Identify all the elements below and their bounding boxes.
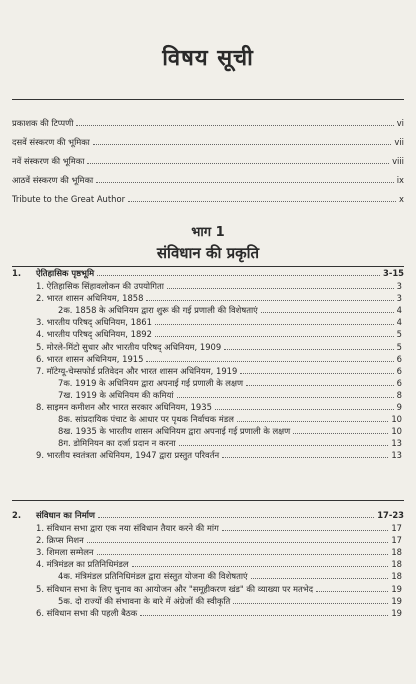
toc-entry-page: 5 [396,329,402,340]
leader-dots [222,450,388,458]
toc-subentry-page: 10 [391,414,402,425]
front-matter-entry [12,118,404,129]
leader-dots [155,317,394,325]
chapter-pages: 17-23 [377,510,404,520]
leader-dots [97,268,380,276]
toc-entry-text: 2. क्रिप्स मिशन [36,535,84,546]
toc-subentry-text: 2क. 1858 के अधिनियम द्वारा शुरू की गई प्रणाली की विशेषताएं [58,305,258,316]
leader-dots [98,510,374,518]
chapter-number: 2. [12,510,22,520]
toc-entry-text: 7. मॉटेग्यू-चेम्सफोर्ड प्रतिवेदन और भारत शासन अधिनियम, 1919 [36,365,238,376]
toc-entry-page: 4 [396,317,402,328]
front-matter-entry-page: x [399,194,404,204]
front-matter-entry [12,137,404,148]
leader-dots [177,390,394,398]
toc-entry-text: 2. भारत शासन अधिनियम, 1858 [36,293,144,304]
leader-dots [233,596,388,604]
leader-dots [222,523,389,531]
toc-subentry [58,390,402,401]
toc-subentry-page: 8 [396,389,402,400]
front-matter-entry [12,156,404,167]
toc-subentry [58,571,402,582]
toc-entry-text: 1. संविधान सभा द्वारा एक नया संविधान तैयार करने की मांग [36,523,219,533]
part-label: भाग 1 [191,225,225,240]
toc-entry-page: 3 [396,281,402,291]
chapter-number: 1. [12,268,22,278]
toc-entry [36,523,402,534]
toc-entry-page: 13 [391,450,402,461]
toc-subentry-page: 4 [396,305,402,316]
leader-dots [146,354,393,362]
chapter-heading [12,510,404,521]
toc-entry-text: 1. ऐतिहासिक सिंहावलोकन की उपयोगिता [36,281,164,291]
toc-subentry-text: 8ख. 1935 के भारतीय शासन अधिनियम द्वारा अपनाई गई प्रणाली के लक्षण [58,426,291,437]
chapter-title: संविधान का निर्माण [36,510,95,520]
toc-subentry-text: 8क. सांप्रदायिक पंचाट के आधार पर पृथक निर्वाचक मंडल [58,414,234,425]
leader-dots [261,305,394,313]
chapter-pages: 3-15 [383,268,404,278]
toc-entry-text: 8. साइमन कमीशन और भारत सरकार अधिनियम, 1935 [36,402,212,412]
leader-dots [237,414,388,422]
front-matter-entry-text: Tribute to the Great Author [12,194,126,204]
toc-entry [36,535,402,546]
toc-entry [36,329,402,340]
toc-entry-text: 3. शिमला सम्मेलन [36,547,94,558]
front-matter-entry-page: vii [394,137,404,147]
leader-dots [97,547,389,555]
toc-subentry-page: 10 [391,426,402,437]
front-matter-entry-text: दसवें संस्करण की भूमिका [12,137,90,147]
leader-dots [240,366,393,374]
toc-subentry [58,305,402,316]
leader-dots [167,281,394,289]
leader-dots [87,156,389,164]
leader-dots [87,535,389,543]
leader-dots [293,426,388,434]
toc-entry [36,317,402,328]
leader-dots [128,194,396,202]
toc-entry-page: 5 [396,341,402,352]
toc-entry [36,354,402,365]
toc-entry-page: 9 [396,402,402,412]
toc-entry [36,547,402,558]
toc-entry-text: 4. मंत्रिमंडल का प्रतिनिधिमंडल [36,559,129,570]
page-title: विषय सूची [162,46,254,71]
front-matter-entry-page: ix [396,175,404,185]
toc-subentry-page: 18 [391,571,402,582]
leader-dots [246,378,394,386]
chapter-heading [12,268,404,279]
toc-subentry [58,596,402,607]
toc-entry [36,402,402,413]
front-matter-entry-page: vi [396,118,404,128]
toc-entry [36,584,402,595]
leader-dots [132,559,389,567]
toc-entry-page: 17 [391,535,402,546]
toc-entry-page: 19 [391,607,402,618]
front-matter-entry [12,175,404,186]
front-matter-entry-page: viii [392,156,404,166]
leader-dots [179,438,389,446]
toc-subentry-text: 5क. दो राज्यों की संभावना के बारे में अंग्रेजों की स्वीकृति [58,595,231,606]
toc-entry [36,450,402,461]
toc-entry [36,608,402,619]
toc-subentry-text: 4क. मंत्रिमंडल प्रतिनिधिमंडल द्वारा संस्तुत योजना की विशेषताएं [58,571,248,582]
toc-entry [36,559,402,570]
front-matter-entry [12,194,404,205]
toc-entry-text: 5. मोरले-मिंटो सुधार और भारतीय परिषद् अधिनियम, 1909 [36,341,222,352]
leader-dots [316,584,388,592]
toc-entry-text: 9. भारतीय स्वतंत्रता अधिनियम, 1947 द्वारा प्रस्तुत परिवर्तन [36,450,220,461]
leader-dots [76,118,393,126]
toc-subentry-text: 7क. 1919 के अधिनियम द्वारा अपनाई गई प्रणाली के लक्षण [58,377,244,388]
chapter-title: ऐतिहासिक पृष्ठभूमि [36,268,95,278]
part-rule [12,266,404,267]
toc-subentry [58,426,402,437]
chapter-separator [12,500,404,501]
leader-dots [224,342,393,350]
toc-subentry-page: 6 [396,377,402,388]
toc-subentry-text: 7ख. 1919 के अधिनियम की कमियां [58,389,174,400]
toc-subentry [58,414,402,425]
front-matter-entry-text: नवें संस्करण की भूमिका [12,156,85,166]
toc-subentry-text: 8ग. डोमिनियन का दर्जा प्रदान न करना [58,438,176,449]
toc-entry-page: 6 [396,365,402,376]
toc-entry-text: 3. भारतीय परिषद् अधिनियम, 1861 [36,317,152,328]
leader-dots [140,608,388,616]
leader-dots [215,402,394,410]
toc-entry-text: 5. संविधान सभा के लिए चुनाव का आयोजन और "समूहीकरण खंड" की व्याख्या पर मतभेद [36,583,314,594]
part-title: संविधान की प्रकृति [156,244,260,262]
toc-subentry-page: 19 [391,595,402,606]
toc-entry [36,293,402,304]
toc-entry-text: 6. संविधान सभा की पहली बैठक [36,607,138,618]
toc-entry [36,281,402,292]
toc-entry-page: 18 [391,559,402,570]
toc-entry-page: 3 [396,293,402,304]
front-matter-entry-text: प्रकाशक की टिप्पणी [12,118,74,128]
leader-dots [155,329,394,337]
leader-dots [146,293,393,301]
toc-entry-text: 6. भारत शासन अधिनियम, 1915 [36,353,144,364]
toc-entry-text: 4. भारतीय परिषद् अधिनियम, 1892 [36,329,152,340]
toc-entry [36,366,402,377]
leader-dots [93,137,392,145]
toc-entry-page: 6 [396,353,402,364]
leader-dots [96,175,394,183]
toc-subentry [58,378,402,389]
front-matter-entry-text: आठवें संस्करण की भूमिका [12,175,94,185]
toc-entry-page: 19 [391,583,402,594]
toc-subentry-page: 13 [391,438,402,449]
toc-entry-page: 18 [391,547,402,558]
toc-entry [36,342,402,353]
toc-entry-page: 17 [391,523,402,533]
leader-dots [251,571,389,579]
title-rule [12,99,404,100]
toc-subentry [58,438,402,449]
